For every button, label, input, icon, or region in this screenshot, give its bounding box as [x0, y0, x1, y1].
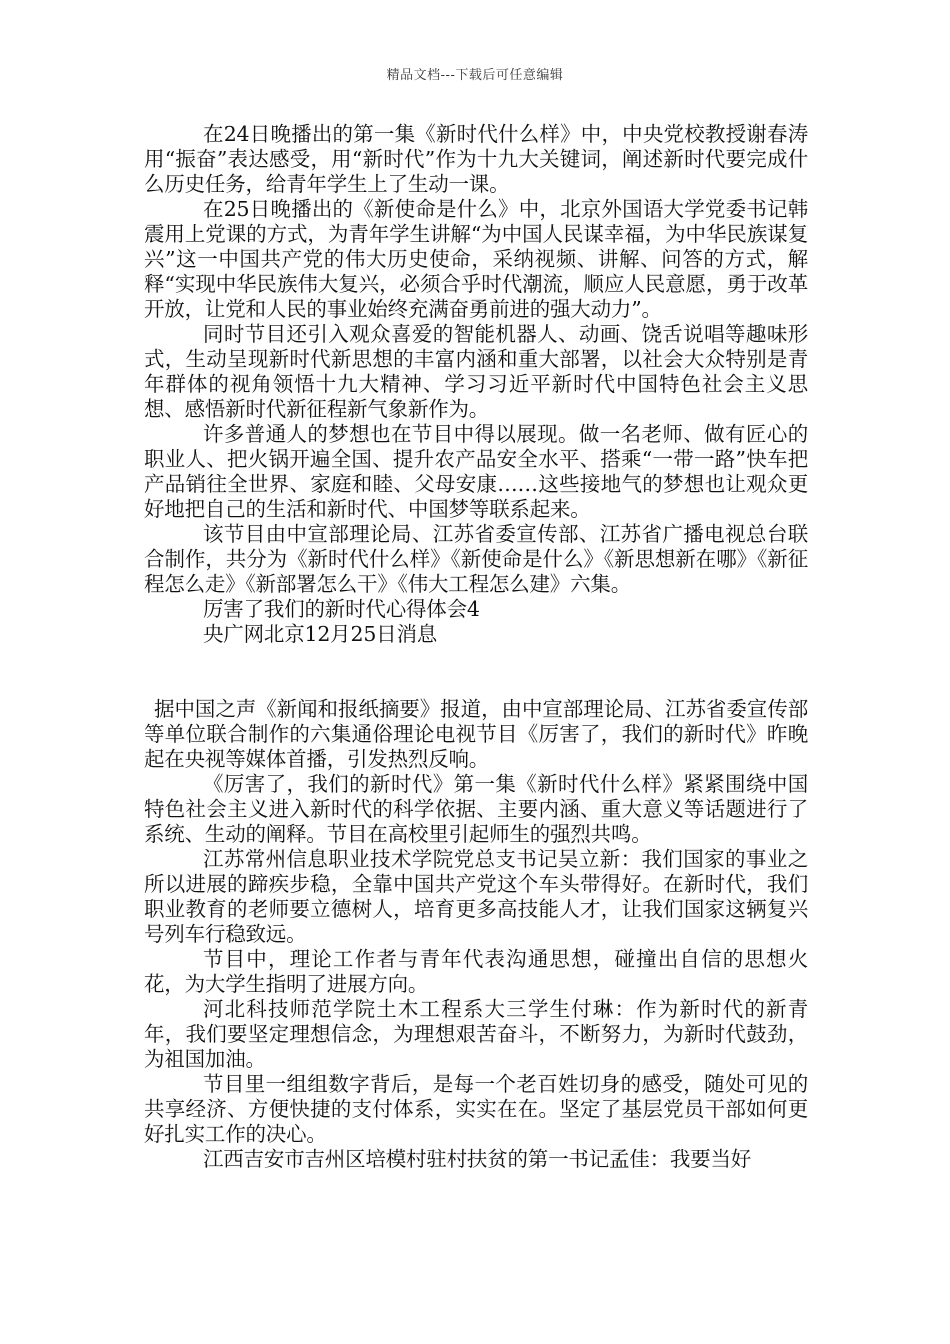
section-title: 厉害了我们的新时代心得体会4 — [203, 597, 480, 621]
dateline: 央广网北京12月25日消息 — [203, 622, 438, 646]
paragraph: 许多普通人的梦想也在节目中得以展现。做一名老师、做有匠心的职业人、把火锅开遍全国、提升农产品安全水平、搭乘“一带一路”快车把产品销往全世界、家庭和睦、父母安康……这些接地气的梦想也让观众更好地把自己的生活和新时代、中国梦等联系起来。 — [144, 422, 808, 521]
paragraph: 在24日晚播出的第一集《新时代什么样》中，中央党校教授谢春涛用“振奋”表达感受，用“新时代”作为十九大关键词，阐述新时代要完成什么历史任务，给青年学生上了生动一课。 — [144, 122, 808, 196]
paragraph: 节目里一组组数字背后，是每一个老百姓切身的感受，随处可见的共享经济、方便快捷的支付体系，实实在在。坚定了基层党员干部如何更好扎实工作的决心。 — [144, 1072, 808, 1146]
paragraph: 《厉害了，我们的新时代》第一集《新时代什么样》紧紧围绕中国特色社会主义进入新时代的科学依据、主要内涵、重大意义等话题进行了系统、生动的阐释。节目在高校里引起师生的强烈共鸣。 — [144, 772, 808, 846]
paragraph: 节目中，理论工作者与青年代表沟通思想，碰撞出自信的思想火花，为大学生指明了进展方向。 — [144, 947, 808, 996]
paragraph: 据中国之声《新闻和报纸摘要》报道，由中宣部理论局、江苏省委宣传部等单位联合制作的六集通俗理论电视节目《厉害了，我们的新时代》昨晚起在央视等媒体首播，引发热烈反响。 — [144, 697, 808, 771]
paragraph: 江西吉安市吉州区培模村驻村扶贫的第一书记孟佳：我要当好 — [203, 1147, 752, 1171]
paragraph: 江苏常州信息职业技术学院党总支书记吴立新：我们国家的事业之所以进展的蹄疾步稳，全靠中国共产党这个车头带得好。在新时代，我们职业教育的老师要立德树人，培育更多高技能人才，让我们国家这辆复兴号列车行稳致远。 — [144, 847, 808, 946]
paragraph: 在25日晚播出的《新使命是什么》中，北京外国语大学党委书记韩震用上党课的方式，为青年学生讲解“为中国人民谋幸福，为中华民族谋复兴”这一中国共产党的伟大历史使命，采纳视频、讲解、问答的方式，解释“实现中华民族伟大复兴，必须合乎时代潮流，顺应人民意愿，勇于改革开放，让党和人民的事业始终充满奋勇前进的强大动力”。 — [144, 197, 808, 321]
spacer — [144, 647, 808, 697]
paragraph: 河北科技师范学院土木工程系大三学生付琳：作为新时代的新青年，我们要坚定理想信念，为理想艰苦奋斗，不断努力，为新时代鼓劲，为祖国加油。 — [144, 997, 808, 1071]
document-body — [144, 122, 808, 1172]
paragraph: 该节目由中宣部理论局、江苏省委宣传部、江苏省广播电视总台联合制作，共分为《新时代什么样》《新使命是什么》《新思想新在哪》《新征程怎么走》《新部署怎么干》《伟大工程怎么建》六集。 — [144, 522, 808, 596]
paragraph: 同时节目还引入观众喜爱的智能机器人、动画、饶舌说唱等趣味形式，生动呈现新时代新思想的丰富内涵和重大部署，以社会大众特别是青年群体的视角领悟十九大精神、学习习近平新时代中国特色社会主义思想、感悟新时代新征程新气象新作为。 — [144, 322, 808, 421]
page-header: 精品文档---下载后可任意编辑 — [386, 68, 564, 83]
